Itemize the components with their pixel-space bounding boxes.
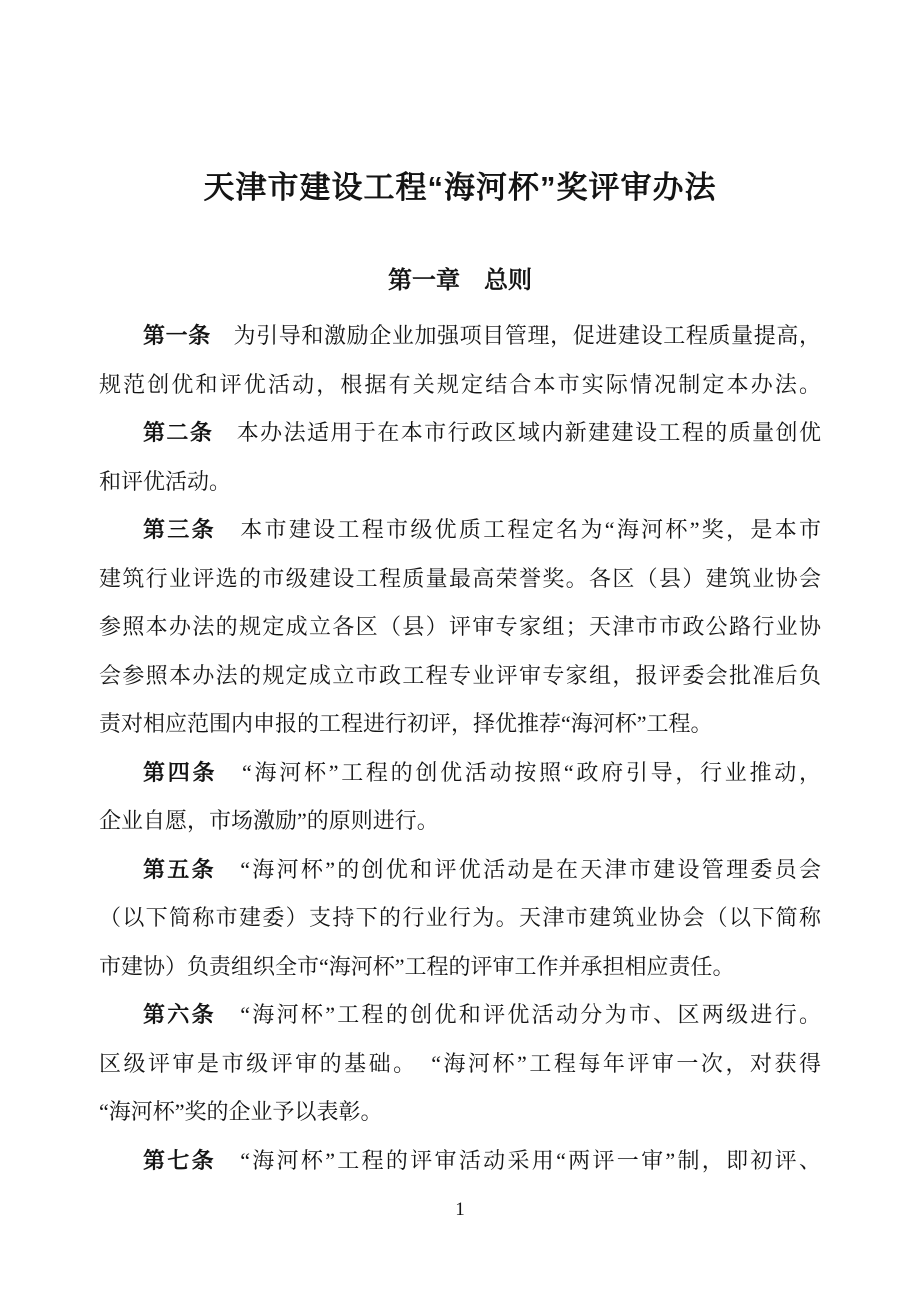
text-line [99,361,821,410]
text-line [99,943,821,992]
line-text: 和评优活动。 [99,468,232,494]
text-line [99,603,821,652]
line-text: 规范创优和评优活动，根据有关规定结合本市实际情况制定本办法。 [99,371,821,397]
article-label: 第四条 [143,759,242,785]
body-text [99,312,821,1185]
article-label: 第三条 [143,517,241,542]
line-text: 区级评审是市级评审的基础。 “海河杯”工程每年评审一次，对获得 [99,1050,821,1076]
article-label: 第一条 [143,323,234,348]
text-line [99,1040,821,1089]
text-line [99,458,821,507]
line-text: 参照本办法的规定成立各区（县）评审专家组；天津市市政公路行业协 [99,614,821,639]
line-text: 会参照本办法的规定成立市政工程专业评审专家组，报评委会批准后负 [99,662,821,688]
line-text: 企业自愿，市场激励”的原则进行。 [99,808,439,833]
line-text: “海河杯”工程的创优活动按照“政府引导，行业推动， [241,759,821,785]
chapter-heading: 第一章 总则 [388,268,532,294]
line-text: “海河杯”工程的评审活动采用“两评一审”制，即初评、 [240,1147,821,1173]
text-line [99,846,821,895]
line-text: “海河杯”奖的企业予以表彰。 [99,1099,383,1124]
document-title: 天津市建设工程“海河杯”奖评审办法 [203,170,717,205]
text-line [99,555,821,604]
article-label: 第六条 [143,1002,241,1027]
page-number: 1 [455,1199,465,1220]
article-label: 第五条 [143,856,241,882]
article-label: 第二条 [143,420,237,445]
line-text: 为引导和激励企业加强项目管理，促进建设工程质量提高， [233,323,821,348]
line-text: （以下简称市建委）支持下的行业行为。天津市建筑业协会（以下简称 [99,905,821,930]
text-line [99,749,821,798]
line-text: “海河杯”工程的创优和评优活动分为市、区两级进行。 [240,1002,821,1027]
line-text: “海河杯”的创优和评优活动是在天津市建设管理委员会 [240,856,821,882]
text-line [99,409,821,458]
text-line [99,700,821,749]
text-line [99,797,821,846]
line-text: 责对相应范围内申报的工程进行初评，择优推荐“海河杯”工程。 [99,711,713,736]
text-line [99,1088,821,1137]
line-text: 市建协）负责组织全市“海河杯”工程的评审工作并承担相应责任。 [99,953,735,979]
text-line [99,312,821,361]
text-line [99,652,821,701]
text-line [99,506,821,555]
text-line [99,1137,821,1186]
line-text: 本办法适用于在本市行政区域内新建建设工程的质量创优 [236,420,821,445]
text-line [99,991,821,1040]
article-label: 第七条 [143,1147,241,1173]
text-line [99,894,821,943]
line-text: 建筑行业评选的市级建设工程质量最高荣誉奖。各区（县）建筑业协会 [99,565,821,591]
line-text: 本市建设工程市级优质工程定名为“海河杯”奖，是本市 [240,517,821,542]
